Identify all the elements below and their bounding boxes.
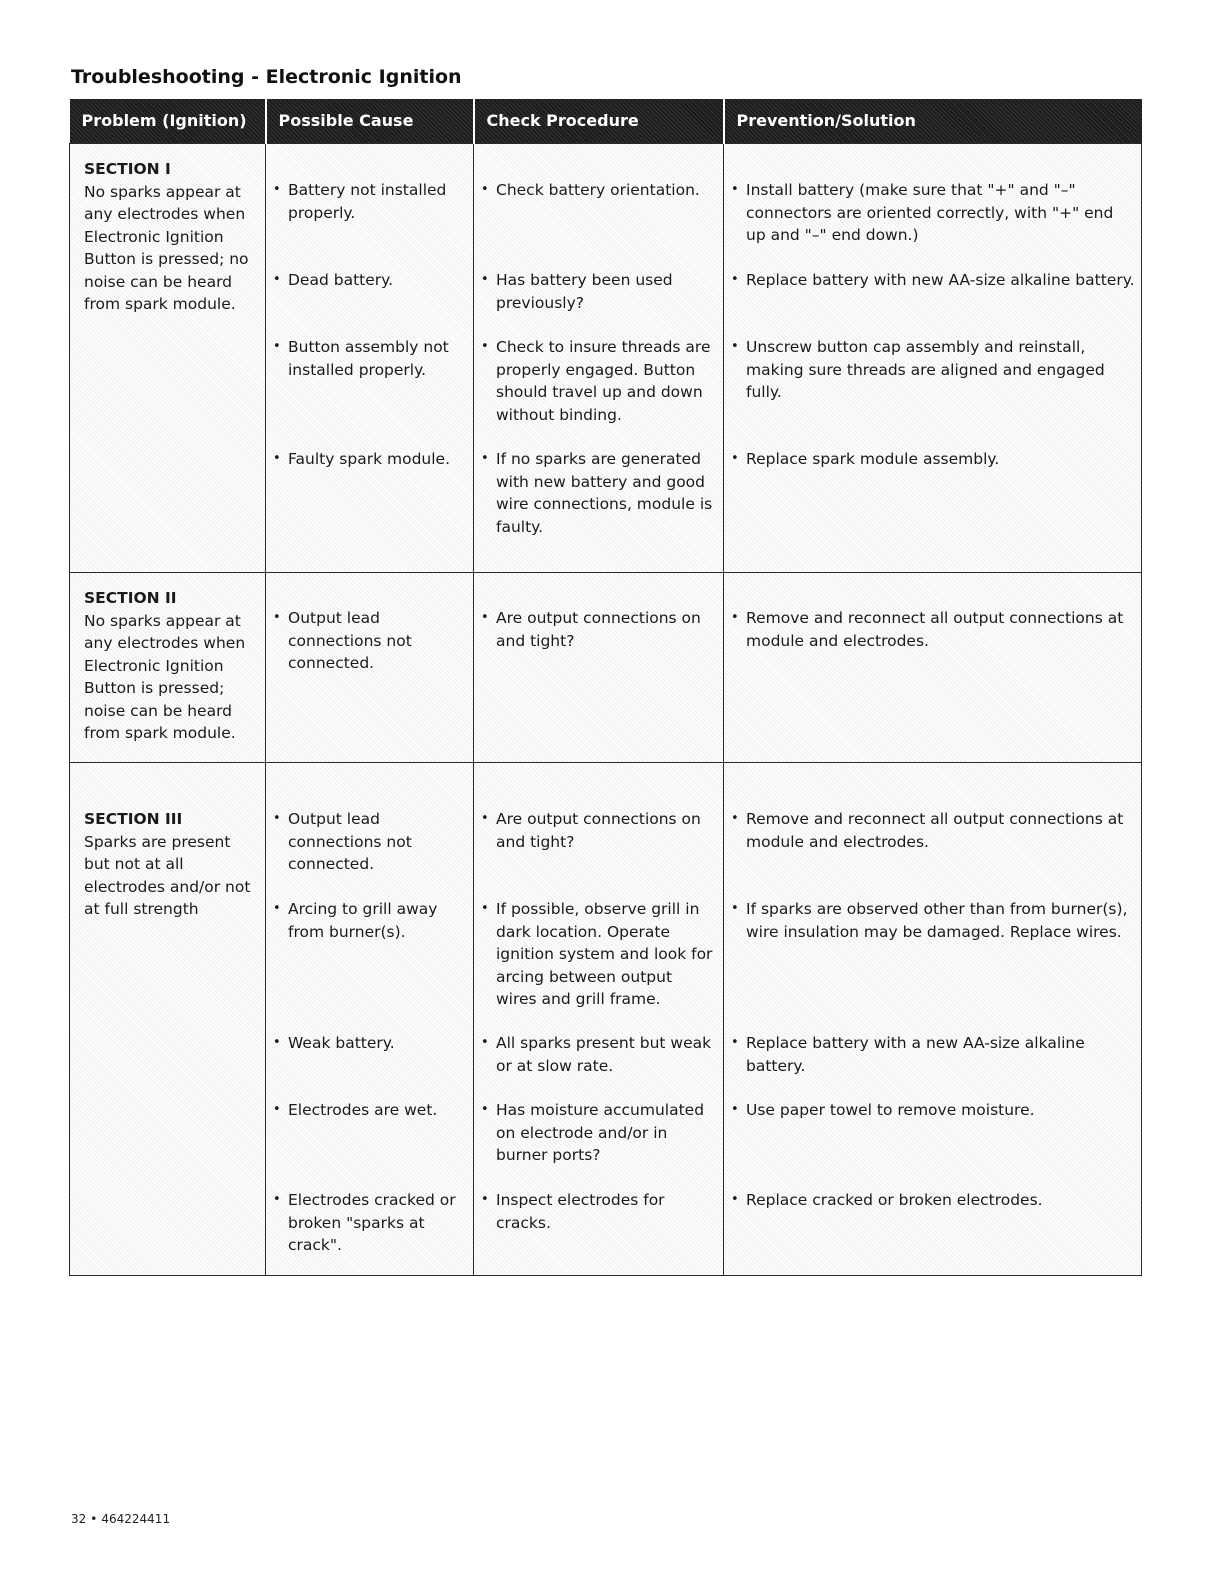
header-check-procedure: Check Procedure <box>474 99 724 144</box>
check-item: • All sparks present but weak or at slow rate. <box>474 1032 723 1099</box>
cause-item: • Button assembly not installed properly. <box>266 336 473 448</box>
check-cell <box>474 144 724 573</box>
solution-cell <box>724 144 1142 573</box>
cause-cell <box>266 573 474 763</box>
cause-item: • Faulty spark module. <box>266 448 473 471</box>
check-item: • Has battery been used previously? <box>474 269 723 336</box>
section-description: No sparks appear at any electrodes when Electronic Ignition Button is pressed; no noise can be heard from spark module. <box>84 182 249 313</box>
check-item: • Are output connections on and tight? <box>474 607 723 652</box>
cause-item: • Battery not installed properly. <box>266 179 473 269</box>
cause-item: • Electrodes are wet. <box>266 1099 473 1189</box>
solution-item: • If sparks are observed other than from burner(s), wire insulation may be damaged. Replace wires. <box>724 898 1141 1032</box>
section-description: No sparks appear at any electrodes when Electronic Ignition Button is pressed; noise can be heard from spark module. <box>84 611 246 742</box>
check-item: • Are output connections on and tight? <box>474 808 723 898</box>
solution-item: • Replace battery with new AA-size alkaline battery. <box>724 269 1141 336</box>
section-row-3 <box>70 763 1142 1276</box>
solution-item: • Replace spark module assembly. <box>724 448 1141 471</box>
solution-item: • Remove and reconnect all output connections at module and electrodes. <box>724 808 1141 898</box>
page-footer <box>71 1512 170 1526</box>
check-item: • If no sparks are generated with new battery and good wire connections, module is faulty. <box>474 448 723 538</box>
solution-item: • Install battery (make sure that "+" and "–" connectors are oriented correctly, with "+" end up and "–" end down.) <box>724 179 1141 269</box>
footer-separator: • <box>90 1512 98 1526</box>
solution-cell <box>724 763 1142 1276</box>
check-cell <box>474 763 724 1276</box>
section-description: Sparks are present but not at all electrodes and/or not at full strength <box>84 832 251 918</box>
cause-item: • Dead battery. <box>266 269 473 336</box>
section-problem-cell <box>70 144 266 573</box>
part-number: 464224411 <box>101 1512 171 1526</box>
check-cell <box>474 573 724 763</box>
section-problem-cell <box>70 573 266 763</box>
page-title: Troubleshooting - Electronic Ignition <box>71 66 462 88</box>
header-prevention-solution: Prevention/Solution <box>724 99 1142 144</box>
section-title: SECTION II <box>84 589 177 607</box>
section-row-1 <box>70 144 1142 573</box>
solution-cell <box>724 573 1142 763</box>
table-header-row <box>70 99 1142 144</box>
header-problem: Problem (Ignition) <box>70 99 266 144</box>
solution-item: • Use paper towel to remove moisture. <box>724 1099 1141 1189</box>
solution-item: • Unscrew button cap assembly and reinstall, making sure threads are aligned and engaged fully. <box>724 336 1141 448</box>
solution-item: • Replace cracked or broken electrodes. <box>724 1189 1141 1212</box>
solution-item: • Replace battery with a new AA-size alkaline battery. <box>724 1032 1141 1099</box>
cause-item: • Arcing to grill away from burner(s). <box>266 898 473 1032</box>
section-row-2 <box>70 573 1142 763</box>
cause-cell <box>266 144 474 573</box>
page-number: 32 <box>71 1512 87 1526</box>
solution-item: • Remove and reconnect all output connections at module and electrodes. <box>724 607 1141 652</box>
section-problem-cell <box>70 763 266 1276</box>
check-item: • Check to insure threads are properly engaged. Button should travel up and down without binding. <box>474 336 723 448</box>
cause-item: • Output lead connections not connected. <box>266 808 473 898</box>
troubleshooting-table <box>69 99 1142 1276</box>
check-item: • Inspect electrodes for cracks. <box>474 1189 723 1234</box>
cause-item: • Electrodes cracked or broken "sparks at crack". <box>266 1189 473 1257</box>
check-item: • Has moisture accumulated on electrode and/or in burner ports? <box>474 1099 723 1189</box>
check-item: • Check battery orientation. <box>474 179 723 269</box>
cause-item: • Weak battery. <box>266 1032 473 1099</box>
section-title: SECTION I <box>84 160 171 178</box>
section-title: SECTION III <box>84 810 183 828</box>
cause-cell <box>266 763 474 1276</box>
check-item: • If possible, observe grill in dark location. Operate ignition system and look for arcing between output wires and grill frame. <box>474 898 723 1032</box>
cause-item: • Output lead connections not connected. <box>266 607 473 675</box>
header-possible-cause: Possible Cause <box>266 99 474 144</box>
